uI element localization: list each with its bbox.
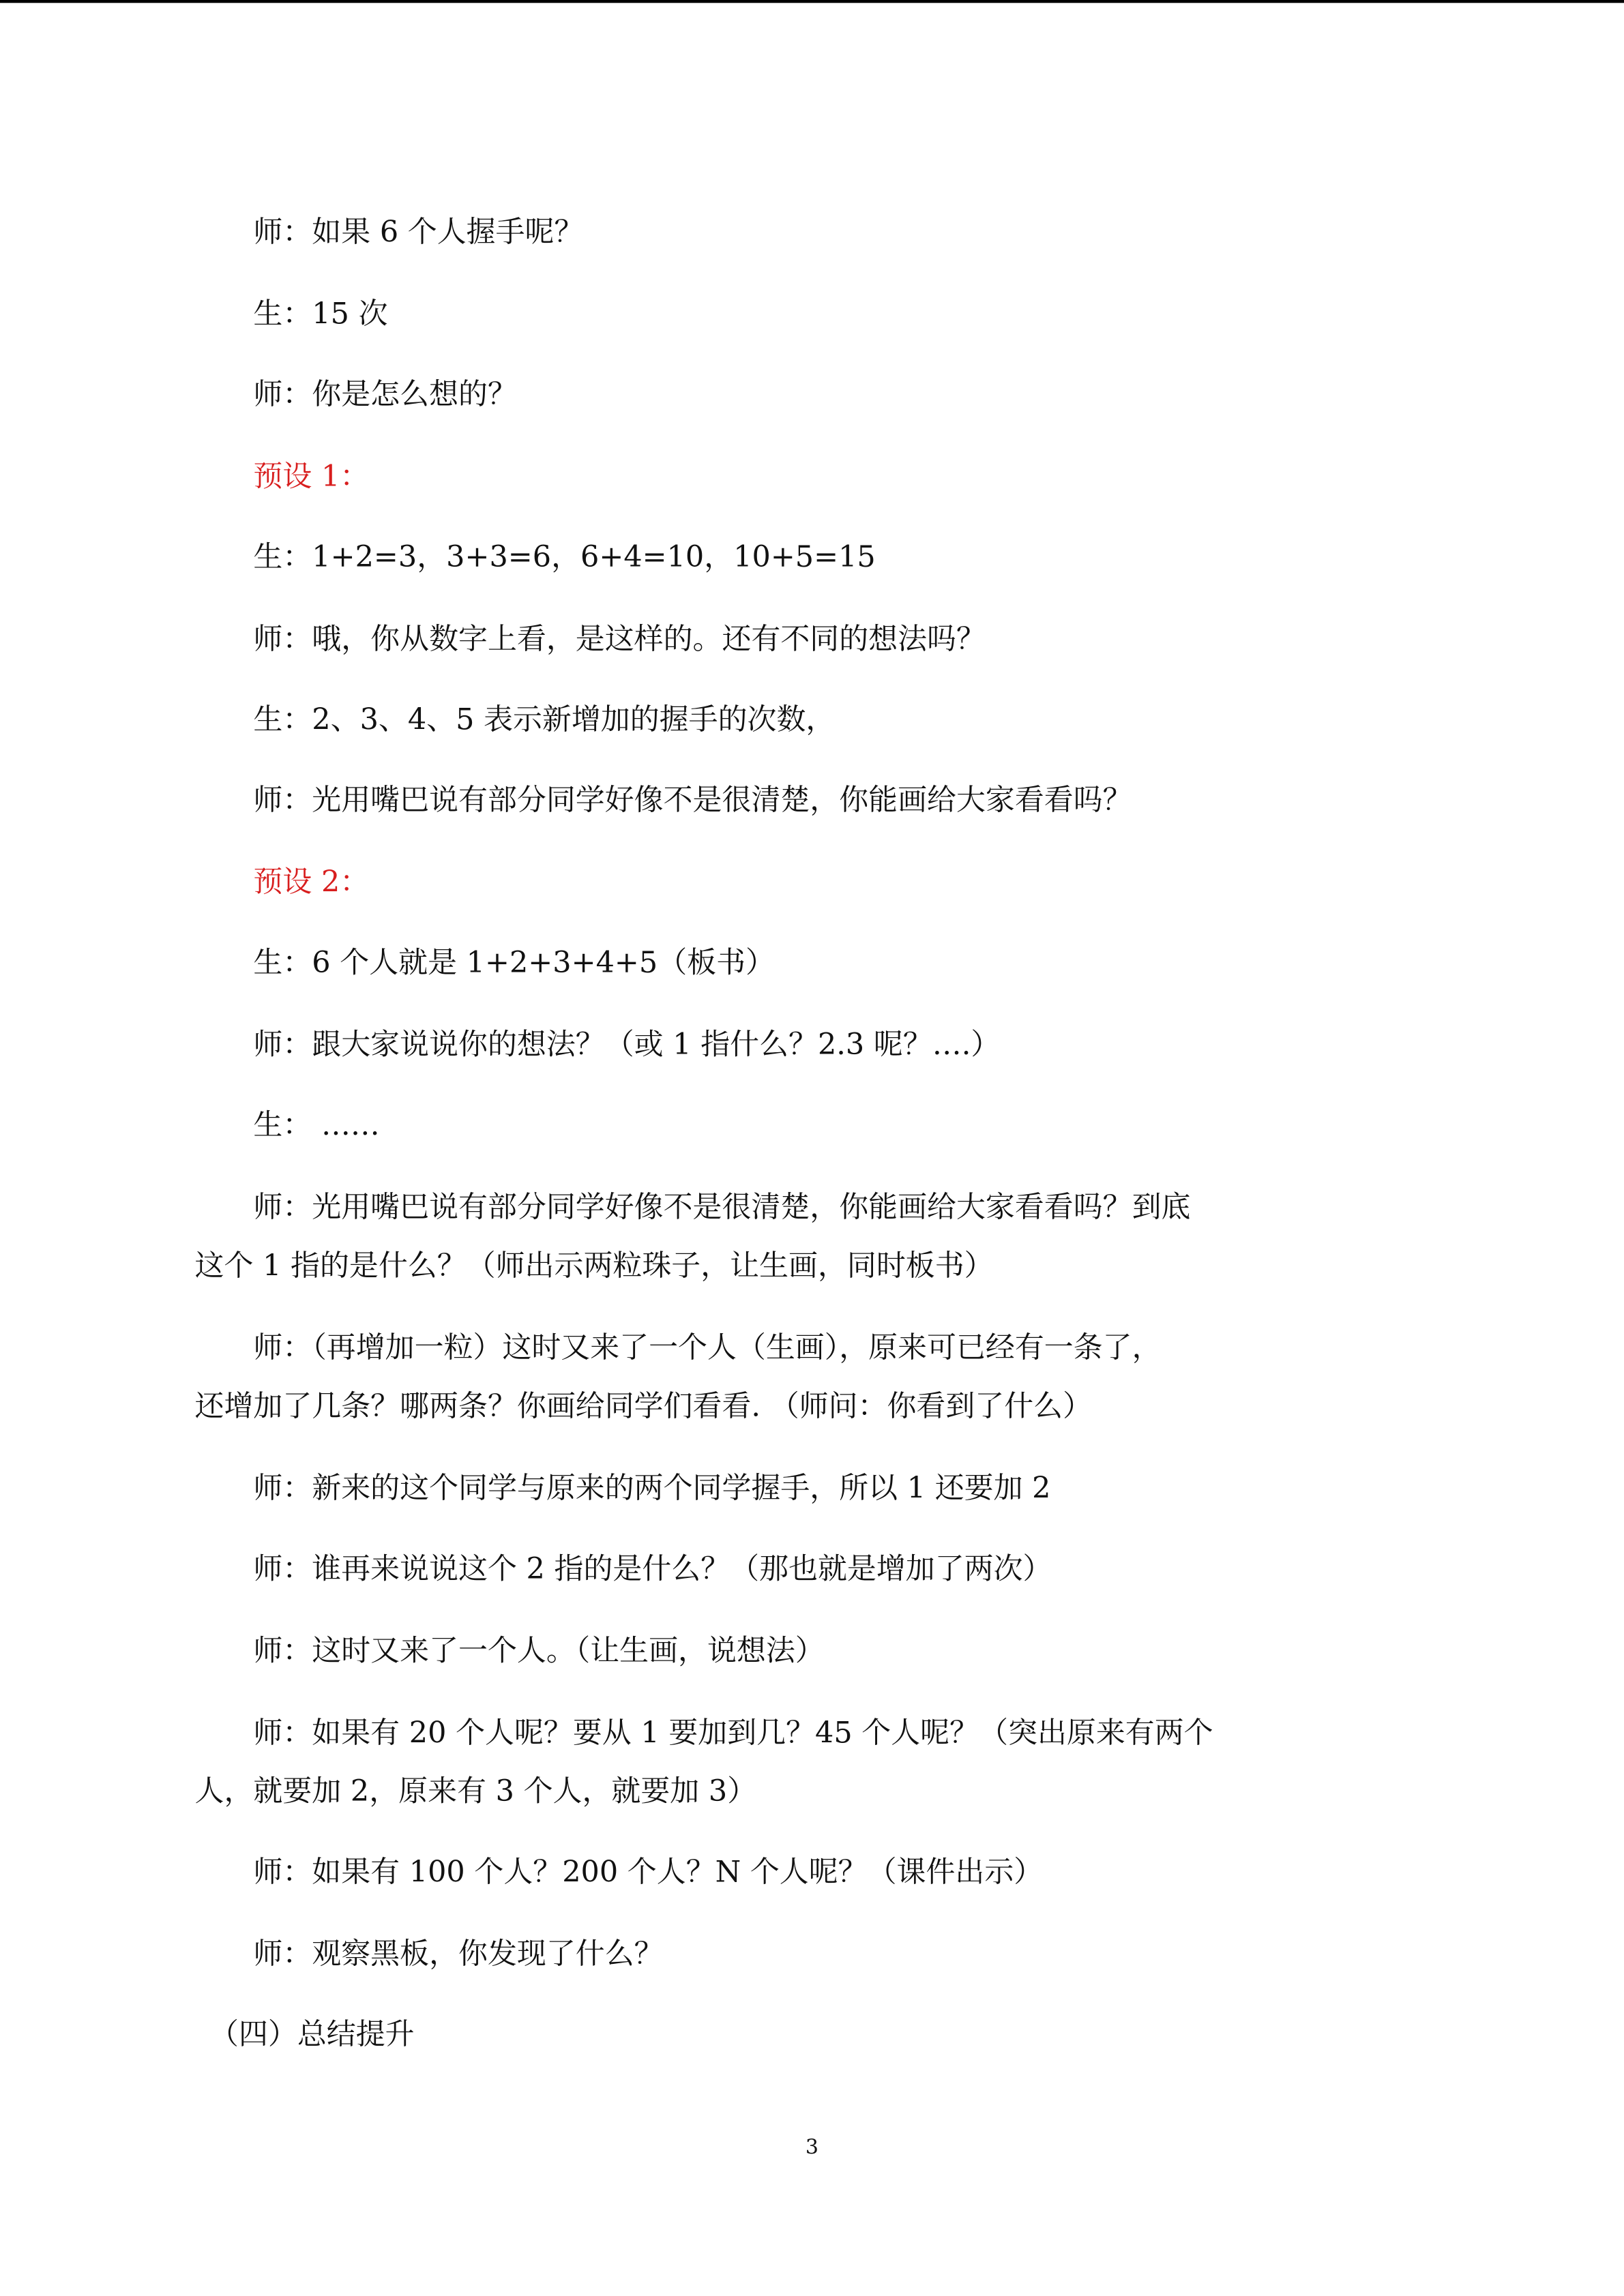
page-number: 3 <box>805 2136 819 2160</box>
paragraph-line: 这个 1 指的是什么？（师出示两粒珠子，让生画，同时板书） <box>194 1247 994 1283</box>
preset-heading: 预设 2： <box>194 863 370 899</box>
paragraph-line: 师：光用嘴巴说有部分同学好像不是很清楚，你能画给大家看看吗？ <box>194 781 1132 818</box>
paragraph-line: 师：光用嘴巴说有部分同学好像不是很清楚，你能画给大家看看吗？到底 <box>194 1189 1191 1225</box>
paragraph-line: 师：（再增加一粒）这时又来了一个人（生画），原来可已经有一条了， <box>194 1329 1162 1365</box>
paragraph-line: 人，就要加 2，原来有 3 个人，就要加 3） <box>194 1773 757 1808</box>
paragraph-line: 师：跟大家说说你的想法？（或 1 指什么？2.3 呢？….） <box>194 1026 1001 1062</box>
paragraph-line: 师：谁再来说说这个 2 指的是什么？（那也就是增加了两次） <box>194 1551 1052 1586</box>
paragraph-line: 师：新来的这个同学与原来的两个同学握手，所以 1 还要加 2 <box>194 1470 1051 1506</box>
paragraph-line: 生：1+2=3，3+3=6，6+4=10，10+5=15 <box>194 539 876 574</box>
paragraph-line: 还增加了几条？哪两条？你画给同学们看看. （师问：你看到了什么） <box>194 1388 1093 1424</box>
section-heading: （四）总结提升 <box>194 2016 415 2052</box>
paragraph-line: 生：15 次 <box>194 295 388 331</box>
paragraph-line: 师：这时又来了一个人。（让生画，说想法） <box>194 1632 825 1668</box>
paragraph-line: 师：如果有 20 个人呢？要从 1 要加到几？45 个人呢？（突出原来有两个 <box>194 1714 1213 1750</box>
paragraph-line: 师：哦，你从数字上看，是这样的。还有不同的想法吗？ <box>194 621 986 656</box>
paragraph-line: 师：观察黑板，你发现了什么？ <box>194 1935 664 1971</box>
preset-heading: 预设 1： <box>194 458 370 494</box>
paragraph-line: 生：6 个人就是 1+2+3+4+5（板书） <box>194 944 775 980</box>
paragraph-line: 师：如果有 100 个人？200 个人？N 个人呢？（课件出示） <box>194 1853 1044 1890</box>
paragraph-line: 师：你是怎么想的？ <box>194 376 517 412</box>
paragraph-line: 生： …… <box>194 1107 380 1142</box>
paragraph-line: 师：如果 6 个人握手呢？ <box>194 213 584 250</box>
paragraph-line: 生：2、3、4、5 表示新增加的握手的次数， <box>194 701 836 737</box>
top-border <box>0 0 1624 3</box>
